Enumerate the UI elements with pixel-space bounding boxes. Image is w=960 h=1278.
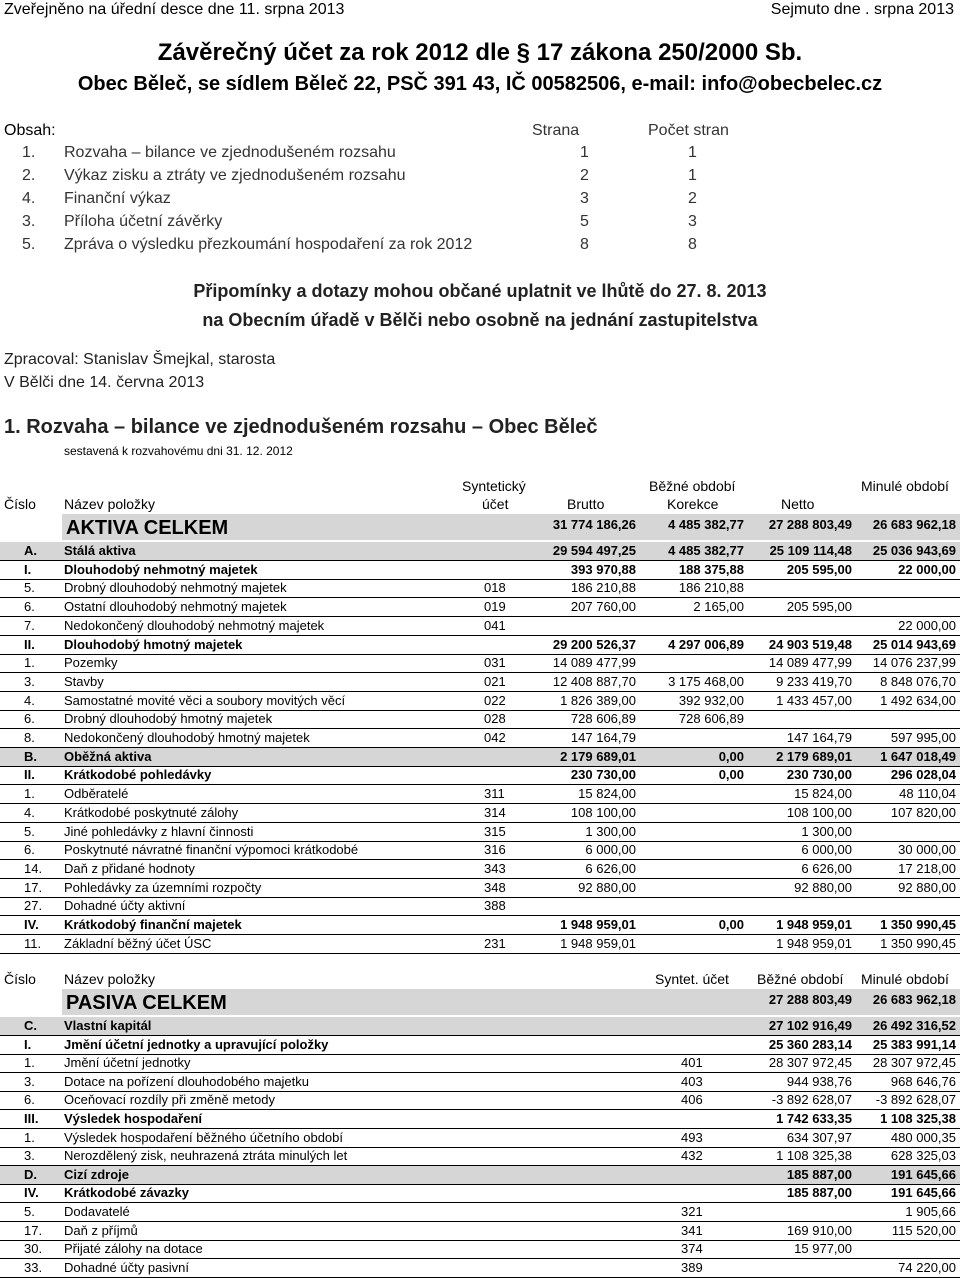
aktiva-total-brutto: 31 774 186,26 — [552, 517, 636, 532]
row-name: Dlouhodobý nehmotný majetek — [64, 561, 258, 577]
row-number: IV. — [24, 1185, 39, 1201]
row-number: II. — [24, 767, 35, 783]
row-korekce: 0,00 — [718, 767, 744, 783]
row-synthetic-account: 019 — [484, 599, 506, 615]
row-name: Ostatní dlouhodobý nehmotný majetek — [64, 599, 287, 615]
notice-line2: na Obecním úřadě v Bělči nebo osobně na jednání zastupitelstva — [202, 310, 758, 330]
row-name: Pohledávky za územními rozpočty — [64, 879, 262, 895]
aktiva-row — [0, 785, 960, 803]
row-brutto: 14 089 477,99 — [552, 655, 636, 671]
row-minule: 25 036 943,69 — [872, 543, 956, 558]
pasiva-total-bezne: 27 288 803,49 — [768, 992, 852, 1007]
pasiva-row — [0, 1110, 960, 1128]
row-synthetic-account: 374 — [681, 1241, 703, 1257]
row-number: 17. — [24, 879, 43, 895]
row-bezne: 185 887,00 — [786, 1185, 852, 1201]
row-minule: 48 110,04 — [899, 786, 956, 802]
row-brutto: 728 606,89 — [570, 711, 636, 727]
toc-item-number: 5. — [22, 236, 36, 253]
row-minule: 22 000,00 — [898, 617, 956, 633]
row-number: 3. — [24, 1148, 35, 1164]
aktiva-row — [0, 823, 960, 841]
aktiva-row — [0, 766, 960, 784]
pasiva-row — [0, 1222, 960, 1240]
row-bezne: 25 360 283,14 — [768, 1036, 852, 1052]
row-bezne: -3 892 628,07 — [771, 1092, 852, 1108]
row-minule: 26 492 316,52 — [872, 1018, 956, 1033]
row-number: 6. — [24, 1092, 35, 1108]
row-synthetic-account: 315 — [484, 823, 506, 839]
row-number: 6. — [24, 599, 35, 615]
row-number: 5. — [24, 823, 35, 839]
aktiva-row — [0, 673, 960, 691]
aktiva-row — [0, 935, 960, 953]
row-number: 3. — [24, 673, 35, 689]
section-title: 1. Rozvaha – bilance ve zjednodušeném rozsahu – Obec Běleč — [4, 416, 598, 438]
row-number: C. — [24, 1018, 37, 1033]
pasiva-row — [0, 1240, 960, 1258]
row-minule: 14 076 237,99 — [872, 655, 956, 671]
row-minule: 74 220,00 — [898, 1259, 956, 1275]
aktiva-head-brutto: Brutto — [567, 496, 605, 512]
row-number: I. — [24, 1036, 32, 1052]
row-synthetic-account: 311 — [484, 786, 505, 802]
row-brutto: 1 300,00 — [585, 823, 636, 839]
toc-item-count: 8 — [688, 236, 697, 253]
row-synthetic-account: 432 — [681, 1148, 703, 1164]
row-name: Pozemky — [64, 655, 118, 671]
row-netto: 1 948 959,01 — [776, 917, 852, 932]
aktiva-head-bezne: Běžné období — [649, 478, 736, 494]
page-subtitle: Obec Běleč, se sídlem Běleč 22, PSČ 391 43, IČ 00582506, e-mail: info@obecbelec.cz — [77, 73, 883, 95]
aktiva-row — [0, 561, 960, 579]
row-brutto: 15 824,00 — [578, 786, 636, 802]
row-netto: 1 300,00 — [801, 823, 852, 839]
toc-item — [0, 211, 960, 233]
toc-item-page: 1 — [580, 144, 589, 161]
row-number: 6. — [24, 711, 35, 727]
row-number: 1. — [24, 786, 35, 802]
row-number: 1. — [24, 655, 35, 671]
row-number: 5. — [24, 1204, 35, 1219]
pasiva-row — [0, 1017, 960, 1035]
row-minule: 17 218,00 — [898, 860, 956, 876]
row-brutto: 6 626,00 — [585, 860, 636, 876]
row-number: I. — [24, 561, 32, 577]
row-minule: 480 000,35 — [890, 1129, 956, 1145]
row-synthetic-account: 021 — [484, 673, 506, 689]
pasiva-total-label: PASIVA CELKEM — [66, 992, 227, 1014]
row-synthetic-account: 406 — [681, 1092, 703, 1108]
row-minule: 92 880,00 — [898, 879, 956, 895]
row-number: 27. — [24, 898, 43, 914]
row-netto: 1 433 457,00 — [776, 692, 852, 708]
row-number: III. — [24, 1111, 39, 1126]
row-netto: 2 179 689,01 — [776, 748, 852, 764]
row-brutto: 393 970,88 — [570, 561, 636, 577]
toc-item-page: 2 — [580, 167, 589, 184]
row-number: 7. — [24, 617, 35, 633]
row-minule: 1 905,66 — [905, 1204, 956, 1219]
aktiva-row — [0, 542, 960, 560]
row-brutto: 147 164,79 — [570, 730, 636, 745]
aktiva-head-syn-bottom: účet — [482, 496, 509, 512]
row-minule: 1 108 325,38 — [880, 1111, 956, 1126]
row-divider — [0, 953, 960, 954]
author-line2: V Bělči dne 14. června 2013 — [4, 374, 205, 391]
row-bezne: 27 102 916,49 — [768, 1018, 852, 1033]
row-name: Drobný dlouhodobý hmotný majetek — [64, 711, 273, 727]
aktiva-total-label: AKTIVA CELKEM — [66, 517, 229, 539]
row-synthetic-account: 042 — [484, 730, 506, 745]
pasiva-row — [0, 1054, 960, 1072]
row-brutto: 207 760,00 — [570, 599, 636, 615]
row-brutto: 2 179 689,01 — [560, 748, 636, 764]
row-korekce: 4 485 382,77 — [668, 543, 744, 558]
toc-item-text: Rozvaha – bilance ve zjednodušeném rozsahu — [64, 144, 396, 161]
section-subtitle: sestavená k rozvahovému dni 31. 12. 2012 — [64, 444, 293, 458]
row-korekce: 728 606,89 — [678, 711, 744, 727]
row-brutto: 1 948 959,01 — [560, 917, 636, 932]
row-name: Odběratelé — [64, 786, 129, 802]
row-bezne: 15 977,00 — [794, 1241, 852, 1257]
aktiva-row — [0, 860, 960, 878]
row-name: Dotace na pořízení dlouhodobého majetku — [64, 1073, 310, 1089]
toc-item — [0, 188, 960, 210]
row-name: Daň z přidané hodnoty — [64, 860, 195, 876]
toc-item-count: 1 — [688, 167, 697, 184]
row-netto: 205 595,00 — [786, 599, 852, 615]
row-bezne: 169 910,00 — [786, 1222, 852, 1238]
pasiva-head-nazev: Název položky — [64, 971, 156, 987]
aktiva-row — [0, 598, 960, 616]
aktiva-row — [0, 636, 960, 654]
row-number: 3. — [24, 1073, 35, 1089]
row-netto: 14 089 477,99 — [768, 655, 852, 671]
row-name: Krátkodobé pohledávky — [64, 767, 212, 783]
row-name: Jmění účetní jednotky a upravující položky — [64, 1036, 329, 1052]
row-name: Dlouhodobý hmotný majetek — [64, 636, 243, 652]
row-minule: 597 995,00 — [890, 730, 956, 745]
row-bezne: 944 938,76 — [786, 1073, 852, 1089]
pasiva-total-minule: 26 683 962,18 — [872, 992, 956, 1007]
row-name: Oceňovací rozdíly při změně metody — [64, 1092, 275, 1108]
toc-col-count: Počet stran — [648, 122, 729, 139]
row-minule: 25 383 991,14 — [872, 1036, 956, 1052]
row-netto: 1 948 959,01 — [776, 935, 852, 951]
toc-item-number: 2. — [22, 167, 36, 184]
row-netto: 6 000,00 — [801, 842, 852, 858]
row-minule: 8 848 076,70 — [880, 673, 956, 689]
row-minule: 107 820,00 — [890, 804, 956, 820]
toc-col-page: Strana — [532, 122, 580, 139]
toc-item-page: 8 — [580, 236, 589, 253]
pasiva-head-cislo: Číslo — [4, 971, 36, 987]
row-bezne: 185 887,00 — [786, 1166, 852, 1182]
toc-item-count: 2 — [688, 190, 697, 207]
row-brutto: 29 200 526,37 — [552, 636, 636, 652]
row-minule: 968 646,76 — [890, 1073, 956, 1089]
row-korekce: 4 297 006,89 — [668, 636, 744, 652]
row-netto: 230 730,00 — [786, 767, 852, 783]
row-minule: 191 645,66 — [890, 1185, 956, 1201]
row-name: Dohadné účty aktivní — [64, 898, 186, 914]
row-netto: 108 100,00 — [786, 804, 852, 820]
row-number: 11. — [24, 935, 42, 951]
pasiva-row — [0, 1166, 960, 1184]
aktiva-total-minule: 26 683 962,18 — [872, 517, 956, 532]
row-korekce: 0,00 — [718, 917, 744, 932]
row-number: D. — [24, 1166, 37, 1182]
row-name: Krátkodobé poskytnuté zálohy — [64, 804, 239, 820]
row-synthetic-account: 321 — [681, 1204, 703, 1219]
row-minule: 22 000,00 — [898, 561, 956, 577]
row-name: Krátkodobý finanční majetek — [64, 917, 242, 932]
row-synthetic-account: 316 — [484, 842, 506, 858]
aktiva-row — [0, 710, 960, 728]
row-number: 1. — [24, 1055, 35, 1071]
row-name: Nedokončený dlouhodobý nehmotný majetek — [64, 617, 325, 633]
row-name: Daň z příjmů — [64, 1222, 138, 1238]
row-name: Oběžná aktiva — [64, 748, 152, 764]
row-number: 1. — [24, 1129, 35, 1145]
row-synthetic-account: 022 — [484, 692, 506, 708]
toc-item-count: 3 — [688, 213, 697, 230]
aktiva-row — [0, 748, 960, 766]
toc-item-page: 3 — [580, 190, 589, 207]
toc-item-page: 5 — [580, 213, 589, 230]
row-synthetic-account: 231 — [484, 935, 506, 951]
row-korekce: 188 375,88 — [678, 561, 744, 577]
author-line1: Zpracoval: Stanislav Šmejkal, starosta — [4, 351, 276, 368]
pasiva-row — [0, 1129, 960, 1147]
row-name: Samostatné movité věci a soubory movitých věcí — [64, 692, 346, 708]
aktiva-head-nazev: Název položky — [64, 496, 156, 512]
row-name: Jmění účetní jednotky — [64, 1055, 191, 1071]
toc-item-number: 4. — [22, 190, 36, 207]
row-netto: 15 824,00 — [794, 786, 852, 802]
row-minule: 1 647 018,49 — [880, 748, 956, 764]
row-minule: 1 492 634,00 — [880, 692, 956, 708]
row-name: Základní běžný účet ÚSC — [64, 935, 212, 951]
row-brutto: 29 594 497,25 — [552, 543, 636, 558]
row-synthetic-account: 388 — [484, 898, 506, 914]
row-minule: 1 350 990,45 — [880, 917, 956, 932]
row-number: IV. — [24, 917, 39, 932]
toc-item-text: Finanční výkaz — [64, 190, 171, 207]
toc-item — [0, 234, 960, 256]
row-synthetic-account: 314 — [484, 804, 506, 820]
row-bezne: 634 307,97 — [786, 1129, 852, 1145]
row-netto: 147 164,79 — [786, 730, 852, 745]
row-bezne: 1 742 633,35 — [776, 1111, 852, 1126]
row-number: 33. — [24, 1259, 43, 1275]
pasiva-row — [0, 1147, 960, 1165]
row-netto: 25 109 114,48 — [769, 543, 852, 558]
pasiva-head-minule: Minulé období — [861, 971, 949, 987]
row-minule: 30 000,00 — [898, 842, 956, 858]
row-bezne: 28 307 972,45 — [768, 1055, 852, 1071]
row-minule: -3 892 628,07 — [875, 1092, 956, 1108]
row-name: Výsledek hospodaření běžného účetního období — [64, 1129, 343, 1145]
row-number: 8. — [24, 730, 35, 745]
aktiva-row — [0, 916, 960, 934]
row-brutto: 186 210,88 — [570, 580, 636, 596]
row-minule: 191 645,66 — [890, 1166, 956, 1182]
toc-item-text: Výkaz zisku a ztráty ve zjednodušeném rozsahu — [64, 167, 406, 184]
row-korekce: 186 210,88 — [678, 580, 744, 596]
row-brutto: 6 000,00 — [585, 842, 636, 858]
row-brutto: 1 826 389,00 — [560, 692, 636, 708]
toc-item — [0, 165, 960, 187]
row-minule: 1 350 990,45 — [880, 935, 956, 951]
aktiva-head-korekce: Korekce — [667, 496, 719, 512]
row-synthetic-account: 028 — [484, 711, 506, 727]
row-number: II. — [24, 636, 35, 652]
notice-line1: Připomínky a dotazy mohou občané uplatnit ve lhůtě do 27. 8. 2013 — [193, 281, 767, 301]
pasiva-row — [0, 1036, 960, 1054]
pasiva-head-bezne: Běžné období — [757, 971, 844, 987]
row-brutto: 12 408 887,70 — [552, 673, 636, 689]
aktiva-row — [0, 617, 960, 635]
row-korekce: 2 165,00 — [693, 599, 744, 615]
toc-item-count: 1 — [688, 144, 697, 161]
aktiva-row — [0, 654, 960, 672]
row-brutto: 1 948 959,01 — [560, 935, 636, 951]
row-name: Stavby — [64, 673, 104, 689]
row-brutto: 108 100,00 — [570, 804, 636, 820]
row-korekce: 3 175 468,00 — [668, 673, 744, 689]
row-synthetic-account: 041 — [484, 617, 506, 633]
row-minule: 296 028,04 — [890, 767, 956, 783]
row-synthetic-account: 493 — [681, 1129, 703, 1145]
pasiva-head-syn: Syntet. účet — [655, 971, 729, 987]
row-netto: 9 233 419,70 — [776, 673, 852, 689]
row-number: 6. — [24, 842, 35, 858]
row-synthetic-account: 341 — [681, 1222, 703, 1238]
row-synthetic-account: 348 — [484, 879, 506, 895]
row-synthetic-account: 389 — [681, 1259, 703, 1275]
toc-item-text: Zpráva o výsledku přezkoumání hospodaření za rok 2012 — [64, 236, 473, 253]
published-date: Zveřejněno na úřední desce dne 11. srpna 2013 — [4, 1, 345, 18]
aktiva-row — [0, 579, 960, 597]
aktiva-total-netto: 27 288 803,49 — [768, 517, 852, 532]
toc-item-text: Příloha účetní závěrky — [64, 213, 223, 230]
toc-item-number: 1. — [22, 144, 36, 161]
row-name: Cizí zdroje — [64, 1166, 130, 1182]
row-minule: 28 307 972,45 — [872, 1055, 956, 1071]
aktiva-row — [0, 897, 960, 915]
aktiva-head-syn-top: Syntetický — [462, 478, 526, 494]
row-netto: 6 626,00 — [801, 860, 852, 876]
row-netto: 92 880,00 — [794, 879, 852, 895]
toc-item — [0, 142, 960, 164]
row-number: 4. — [24, 804, 35, 820]
aktiva-row — [0, 729, 960, 747]
row-name: Dodavatelé — [64, 1204, 130, 1219]
row-minule: 115 520,00 — [891, 1222, 956, 1238]
row-synthetic-account: 401 — [681, 1055, 703, 1071]
pasiva-row — [0, 1073, 960, 1091]
row-minule: 628 325,03 — [890, 1148, 956, 1164]
row-number: 30. — [24, 1241, 43, 1257]
aktiva-row — [0, 879, 960, 897]
row-name: Jiné pohledávky z hlavní činnosti — [64, 823, 254, 839]
aktiva-row — [0, 692, 960, 710]
row-brutto: 230 730,00 — [570, 767, 636, 783]
row-minule: 25 014 943,69 — [872, 636, 956, 652]
row-number: B. — [24, 748, 37, 764]
aktiva-row — [0, 804, 960, 822]
row-synthetic-account: 343 — [484, 860, 506, 876]
row-name: Stálá aktiva — [64, 543, 136, 558]
row-name: Krátkodobé závazky — [64, 1185, 189, 1201]
page-title: Závěrečný účet za rok 2012 dle § 17 zákona 250/2000 Sb. — [157, 39, 803, 66]
row-synthetic-account: 403 — [681, 1073, 703, 1089]
row-name: Vlastní kapitál — [64, 1018, 152, 1033]
row-bezne: 1 108 325,38 — [776, 1148, 852, 1164]
row-netto: 205 595,00 — [786, 561, 852, 577]
row-name: Přijaté zálohy na dotace — [64, 1241, 203, 1257]
row-name: Drobný dlouhodobý nehmotný majetek — [64, 580, 287, 596]
pasiva-row — [0, 1184, 960, 1202]
pasiva-row — [0, 1259, 960, 1277]
row-number: 4. — [24, 692, 35, 708]
row-korekce: 392 932,00 — [678, 692, 744, 708]
row-brutto: 92 880,00 — [578, 879, 636, 895]
aktiva-head-minule: Minulé období — [861, 478, 949, 494]
toc-label: Obsah: — [4, 122, 56, 139]
row-netto: 24 903 519,48 — [768, 636, 852, 652]
row-synthetic-account: 031 — [484, 655, 506, 671]
row-number: A. — [24, 543, 37, 558]
row-number: 5. — [24, 580, 35, 596]
row-number: 17. — [24, 1222, 43, 1238]
aktiva-row — [0, 841, 960, 859]
row-number: 14. — [24, 860, 43, 876]
aktiva-head-netto: Netto — [781, 496, 815, 512]
row-name: Nedokončený dlouhodobý hmotný majetek — [64, 730, 310, 745]
row-synthetic-account: 018 — [484, 580, 506, 596]
row-name: Výsledek hospodaření — [64, 1111, 202, 1126]
row-name: Nerozdělený zisk, neuhrazená ztráta minulých let — [64, 1148, 348, 1164]
row-name: Poskytnuté návratné finanční výpomoci krátkodobé — [64, 842, 359, 858]
removed-date: Sejmuto dne . srpna 2013 — [770, 1, 954, 18]
pasiva-row — [0, 1091, 960, 1109]
row-name: Dohadné účty pasivní — [64, 1259, 190, 1275]
row-korekce: 0,00 — [718, 748, 744, 764]
aktiva-head-cislo: Číslo — [4, 496, 36, 512]
toc-item-number: 3. — [22, 213, 36, 230]
pasiva-row — [0, 1203, 960, 1221]
aktiva-total-korekce: 4 485 382,77 — [668, 517, 744, 532]
